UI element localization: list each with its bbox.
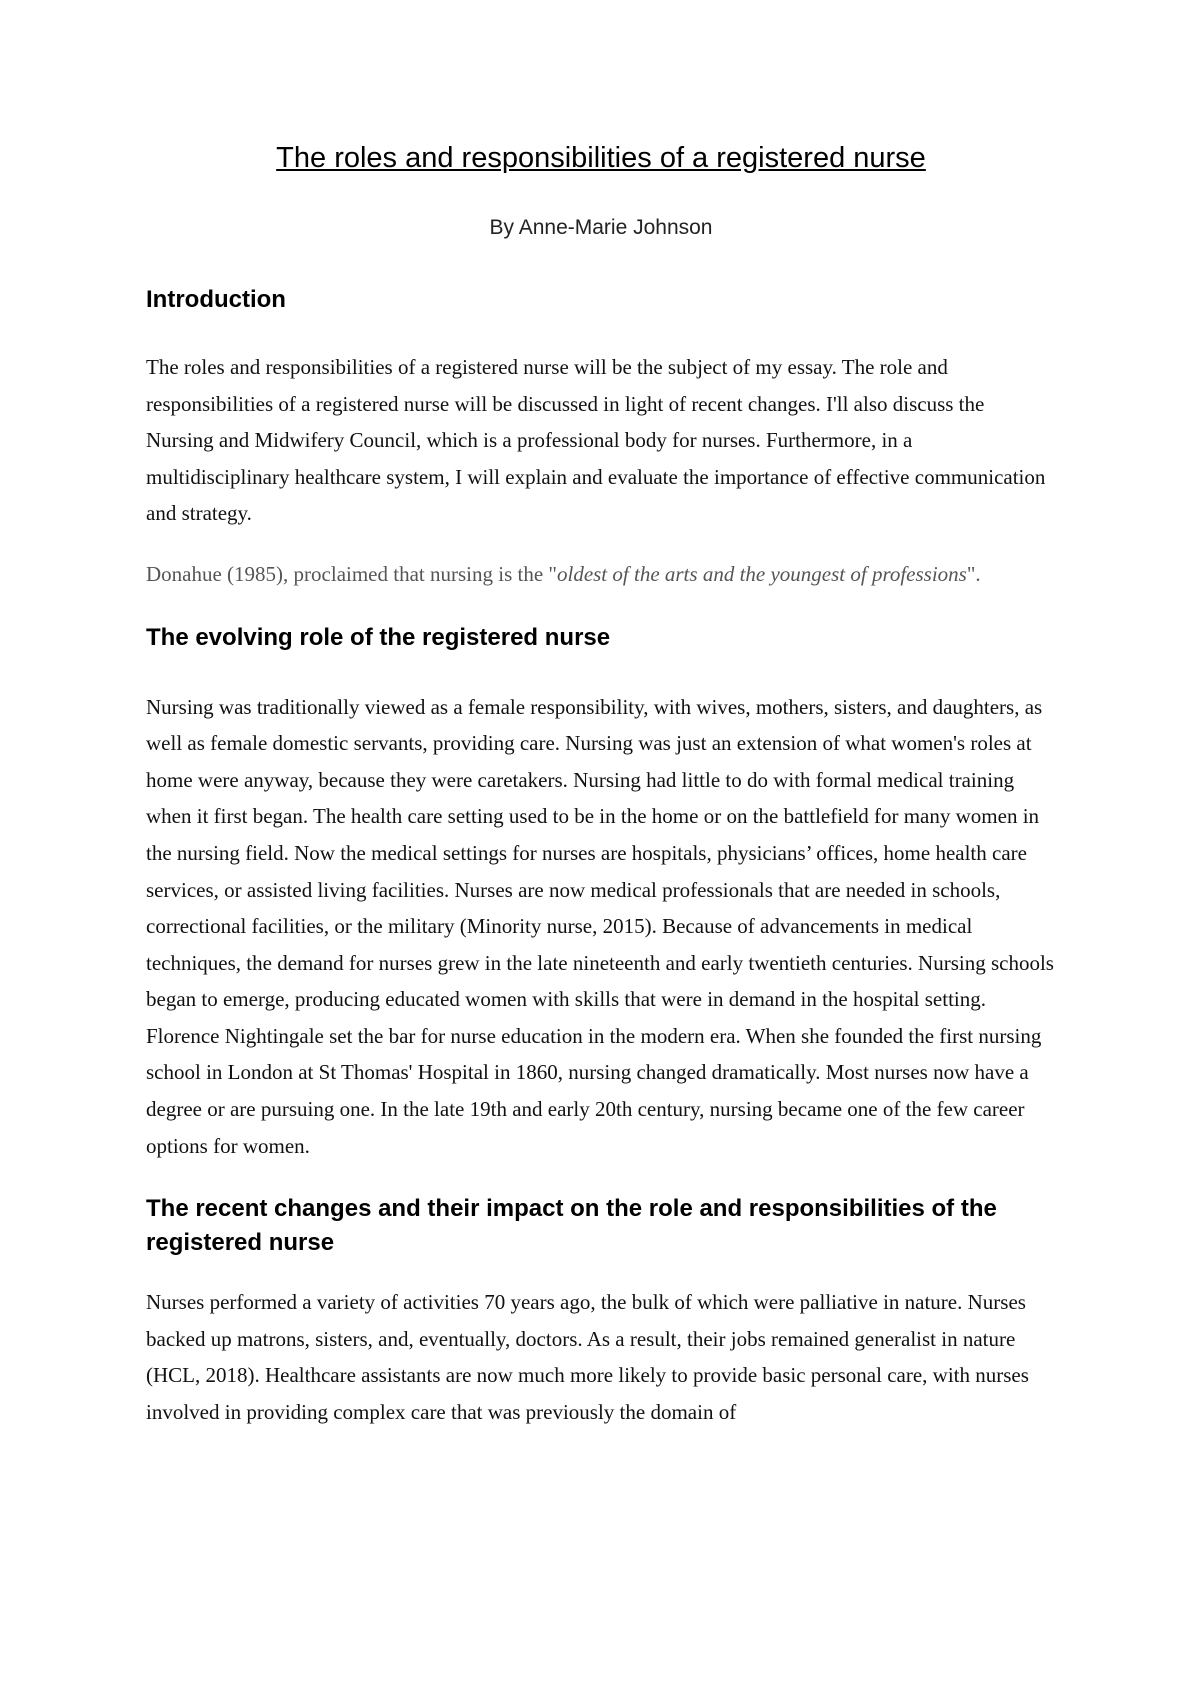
document-title: The roles and responsibilities of a registered nurse: [276, 142, 926, 174]
evolving-role-paragraph: Nursing was traditionally viewed as a female responsibility, with wives, mothers, sisters, and daughters, as well as female domestic servants, providing care. Nursing was just an extension of what women's roles at home were anyway, because they were caretakers. Nursing had little to do with formal medical training when it first began. The health care setting used to be in the home or on the battlefield for many women in the nursing field. Now the medical settings for nurses are hospitals, physicians’ offices, home health care services, or assisted living facilities. Nurses are now medical professionals that are needed in schools, correctional facilities, or the military (Minority nurse, 2015). Because of advancements in medical techniques, the demand for nurses grew in the late nineteenth and early twentieth centuries. Nursing schools began to emerge, producing educated women with skills that were in demand in the hospital setting. Florence Nightingale set the bar for nurse education in the modern era. When she founded the first nursing school in London at St Thomas' Hospital in 1860, nursing changed dramatically. Most nurses now have a degree or are pursuing one. In the late 19th and early 20th century, nursing became one of the few career options for women.: [146, 694, 1054, 1158]
section-heading-evolving-role: The evolving role of the registered nurse: [146, 623, 611, 651]
document-content: [146, 140, 1056, 1431]
section-heading-introduction: Introduction: [146, 285, 286, 313]
quote-lead-text: Donahue (1985), proclaimed that nursing is the ": [146, 561, 557, 586]
section-heading-recent-changes: The recent changes and their impact on the role and responsibilities of the registered nurse: [146, 1195, 997, 1257]
donahue-quote-paragraph: [146, 556, 1056, 593]
author-byline: By Anne-Marie Johnson: [489, 215, 713, 239]
recent-changes-paragraph: Nurses performed a variety of activities 70 years ago, the bulk of which were palliative in nature. Nurses backed up matrons, sisters, and, eventually, doctors. As a result, their jobs remained generalist in nature (HCL, 2018). Healthcare assistants are now much more likely to provide basic personal care, with nurses involved in providing complex care that was previously the domain of: [146, 1290, 1029, 1425]
quote-italic-text: oldest of the arts and the youngest of professions: [556, 561, 967, 586]
quote-trailing-text: ".: [966, 561, 981, 586]
introduction-paragraph: The roles and responsibilities of a registered nurse will be the subject of my essay. The role and responsibilities of a registered nurse will be discussed in light of recent changes. I'll also discuss the Nursing and Midwifery Council, which is a professional body for nurses. Furthermore, in a multidisciplinary healthcare system, I will explain and evaluate the importance of effective communication and strategy.: [146, 354, 1046, 526]
